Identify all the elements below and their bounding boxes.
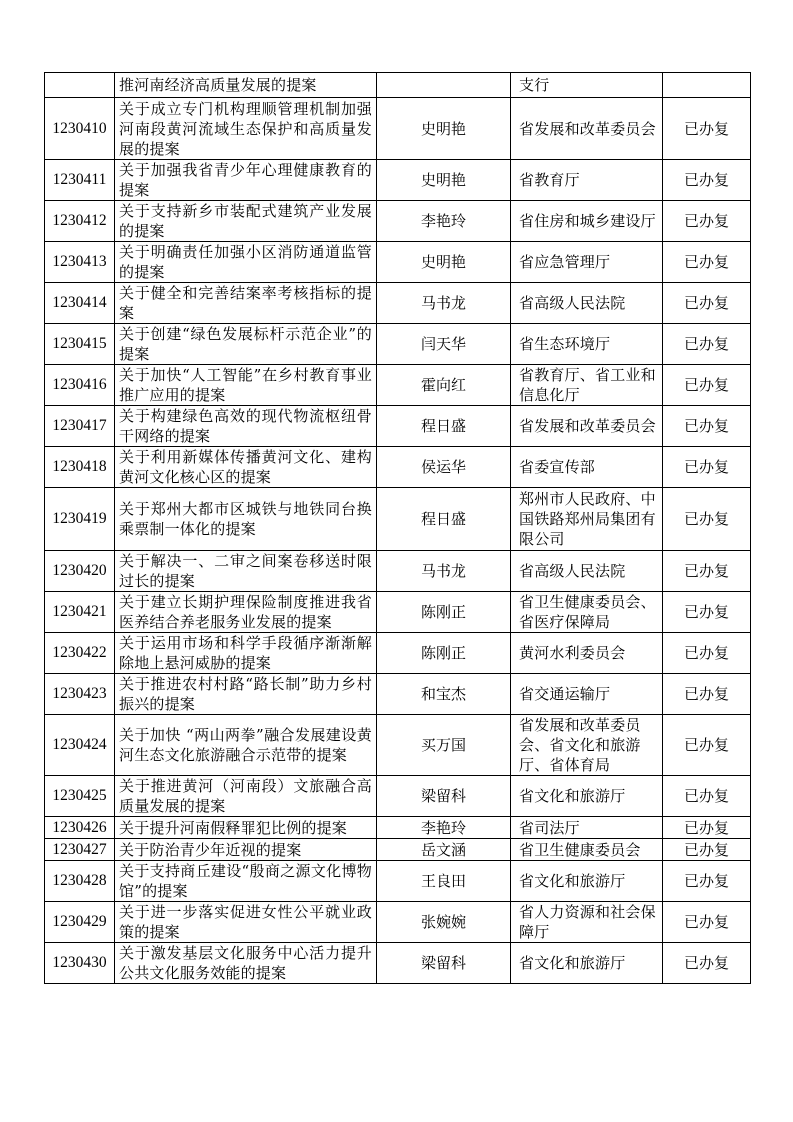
proposal-title-cell: 关于运用市场和科学手段循序渐渐解除地上悬河威胁的提案	[115, 633, 377, 674]
handling-department-cell: 省委宣传部	[511, 447, 663, 488]
handling-department-cell: 省文化和旅游厅	[511, 943, 663, 984]
proposal-title-cell: 关于提升河南假释罪犯比例的提案	[115, 817, 377, 839]
proposal-title-cell: 关于建立长期护理保险制度推进我省医养结合养老服务业发展的提案	[115, 592, 377, 633]
handling-department-cell: 省生态环境厅	[511, 324, 663, 365]
status-cell	[663, 73, 751, 98]
status-cell: 已办复	[663, 674, 751, 715]
proposal-title-cell: 关于郑州大都市区城铁与地铁同台换乘票制一体化的提案	[115, 488, 377, 551]
proposal-number-cell: 1230424	[45, 715, 115, 776]
status-cell: 已办复	[663, 324, 751, 365]
proposal-number-cell: 1230417	[45, 406, 115, 447]
proposer-cell: 史明艳	[377, 98, 511, 160]
status-cell: 已办复	[663, 160, 751, 201]
handling-department-cell: 省发展和改革委员会	[511, 98, 663, 160]
proposal-number-cell: 1230423	[45, 674, 115, 715]
table-row	[45, 283, 751, 324]
proposer-cell: 张婉婉	[377, 902, 511, 943]
proposal-title-cell: 关于创建“绿色发展标杆示范企业”的提案	[115, 324, 377, 365]
proposal-title-cell: 关于支持商丘建设“殷商之源文化博物馆”的提案	[115, 861, 377, 902]
proposal-title-cell: 关于成立专门机构理顺管理机制加强河南段黄河流域生态保护和高质量发展的提案	[115, 98, 377, 160]
proposer-cell	[377, 73, 511, 98]
table-row	[45, 73, 751, 98]
proposal-title-cell: 关于构建绿色高效的现代物流枢纽骨干网络的提案	[115, 406, 377, 447]
table-row	[45, 633, 751, 674]
table-row	[45, 242, 751, 283]
proposer-cell: 侯运华	[377, 447, 511, 488]
proposal-number-cell: 1230425	[45, 776, 115, 817]
handling-department-cell: 省文化和旅游厅	[511, 861, 663, 902]
proposal-title-cell: 关于解决一、二审之间案卷移送时限过长的提案	[115, 551, 377, 592]
proposal-number-cell: 1230410	[45, 98, 115, 160]
proposer-cell: 梁留科	[377, 943, 511, 984]
handling-department-cell: 省文化和旅游厅	[511, 776, 663, 817]
proposer-cell: 闫天华	[377, 324, 511, 365]
proposer-cell: 和宝杰	[377, 674, 511, 715]
handling-department-cell: 省高级人民法院	[511, 283, 663, 324]
status-cell: 已办复	[663, 817, 751, 839]
table-row	[45, 160, 751, 201]
proposer-cell: 岳文涵	[377, 839, 511, 861]
handling-department-cell: 黄河水利委员会	[511, 633, 663, 674]
status-cell: 已办复	[663, 633, 751, 674]
proposal-number-cell: 1230430	[45, 943, 115, 984]
proposal-number-cell: 1230415	[45, 324, 115, 365]
proposal-number-cell: 1230427	[45, 839, 115, 861]
table-row	[45, 324, 751, 365]
handling-department-cell: 省发展和改革委员会	[511, 406, 663, 447]
proposal-number-cell	[45, 73, 115, 98]
table-row	[45, 817, 751, 839]
proposal-title-cell: 关于利用新媒体传播黄河文化、建构黄河文化核心区的提案	[115, 447, 377, 488]
proposal-title-cell: 推河南经济高质量发展的提案	[115, 73, 377, 98]
status-cell: 已办复	[663, 406, 751, 447]
handling-department-cell: 省交通运输厅	[511, 674, 663, 715]
proposal-number-cell: 1230413	[45, 242, 115, 283]
status-cell: 已办复	[663, 283, 751, 324]
proposal-title-cell: 关于防治青少年近视的提案	[115, 839, 377, 861]
handling-department-cell: 省发展和改革委员会、省文化和旅游厅、省体育局	[511, 715, 663, 776]
status-cell: 已办复	[663, 551, 751, 592]
table-row	[45, 902, 751, 943]
table-row	[45, 592, 751, 633]
proposal-title-cell: 关于健全和完善结案率考核指标的提案	[115, 283, 377, 324]
handling-department-cell: 省卫生健康委员会	[511, 839, 663, 861]
handling-department-cell: 郑州市人民政府、中国铁路郑州局集团有限公司	[511, 488, 663, 551]
handling-department-cell: 省司法厅	[511, 817, 663, 839]
proposer-cell: 李艳玲	[377, 201, 511, 242]
handling-department-cell: 省高级人民法院	[511, 551, 663, 592]
handling-department-cell: 省教育厅、省工业和信息化厅	[511, 365, 663, 406]
proposer-cell: 陈刚正	[377, 592, 511, 633]
proposal-table-body	[45, 73, 751, 984]
proposal-title-cell: 关于加快“人工智能”在乡村教育事业推广应用的提案	[115, 365, 377, 406]
table-row	[45, 943, 751, 984]
status-cell: 已办复	[663, 592, 751, 633]
status-cell: 已办复	[663, 488, 751, 551]
proposer-cell: 程日盛	[377, 406, 511, 447]
proposal-title-cell: 关于激发基层文化服务中心活力提升公共文化服务效能的提案	[115, 943, 377, 984]
status-cell: 已办复	[663, 902, 751, 943]
proposal-number-cell: 1230426	[45, 817, 115, 839]
status-cell: 已办复	[663, 98, 751, 160]
table-row	[45, 776, 751, 817]
status-cell: 已办复	[663, 715, 751, 776]
table-row	[45, 861, 751, 902]
table-row	[45, 98, 751, 160]
proposal-title-cell: 关于推进黄河（河南段）文旅融合高质量发展的提案	[115, 776, 377, 817]
table-row	[45, 365, 751, 406]
status-cell: 已办复	[663, 943, 751, 984]
table-row	[45, 406, 751, 447]
proposal-title-cell: 关于支持新乡市装配式建筑产业发展的提案	[115, 201, 377, 242]
proposer-cell: 霍向红	[377, 365, 511, 406]
handling-department-cell: 省人力资源和社会保障厅	[511, 902, 663, 943]
proposal-title-cell: 关于推进农村村路“路长制”助力乡村振兴的提案	[115, 674, 377, 715]
status-cell: 已办复	[663, 242, 751, 283]
handling-department-cell: 省应急管理厅	[511, 242, 663, 283]
status-cell: 已办复	[663, 201, 751, 242]
proposal-table	[44, 72, 751, 984]
table-row	[45, 488, 751, 551]
table-row	[45, 201, 751, 242]
table-row	[45, 674, 751, 715]
handling-department-cell: 省教育厅	[511, 160, 663, 201]
table-row	[45, 715, 751, 776]
status-cell: 已办复	[663, 839, 751, 861]
proposer-cell: 马书龙	[377, 283, 511, 324]
status-cell: 已办复	[663, 447, 751, 488]
proposal-title-cell: 关于明确责任加强小区消防通道监管的提案	[115, 242, 377, 283]
proposer-cell: 史明艳	[377, 160, 511, 201]
table-row	[45, 551, 751, 592]
table-row	[45, 839, 751, 861]
proposal-number-cell: 1230416	[45, 365, 115, 406]
proposal-number-cell: 1230420	[45, 551, 115, 592]
proposer-cell: 马书龙	[377, 551, 511, 592]
proposal-title-cell: 关于加强我省青少年心理健康教育的提案	[115, 160, 377, 201]
proposal-number-cell: 1230422	[45, 633, 115, 674]
status-cell: 已办复	[663, 861, 751, 902]
handling-department-cell: 省卫生健康委员会、省医疗保障局	[511, 592, 663, 633]
handling-department-cell: 支行	[511, 73, 663, 98]
status-cell: 已办复	[663, 776, 751, 817]
proposer-cell: 史明艳	[377, 242, 511, 283]
proposer-cell: 李艳玲	[377, 817, 511, 839]
proposal-number-cell: 1230414	[45, 283, 115, 324]
status-cell: 已办复	[663, 365, 751, 406]
proposer-cell: 陈刚正	[377, 633, 511, 674]
proposal-title-cell: 关于进一步落实促进女性公平就业政策的提案	[115, 902, 377, 943]
proposer-cell: 梁留科	[377, 776, 511, 817]
proposal-number-cell: 1230429	[45, 902, 115, 943]
proposal-number-cell: 1230418	[45, 447, 115, 488]
proposer-cell: 王良田	[377, 861, 511, 902]
proposal-title-cell: 关于加快 “两山两拳”融合发展建设黄河生态文化旅游融合示范带的提案	[115, 715, 377, 776]
proposal-number-cell: 1230411	[45, 160, 115, 201]
handling-department-cell: 省住房和城乡建设厅	[511, 201, 663, 242]
proposal-number-cell: 1230419	[45, 488, 115, 551]
table-row	[45, 447, 751, 488]
proposal-number-cell: 1230428	[45, 861, 115, 902]
proposer-cell: 买万国	[377, 715, 511, 776]
proposer-cell: 程日盛	[377, 488, 511, 551]
proposal-number-cell: 1230421	[45, 592, 115, 633]
proposal-number-cell: 1230412	[45, 201, 115, 242]
